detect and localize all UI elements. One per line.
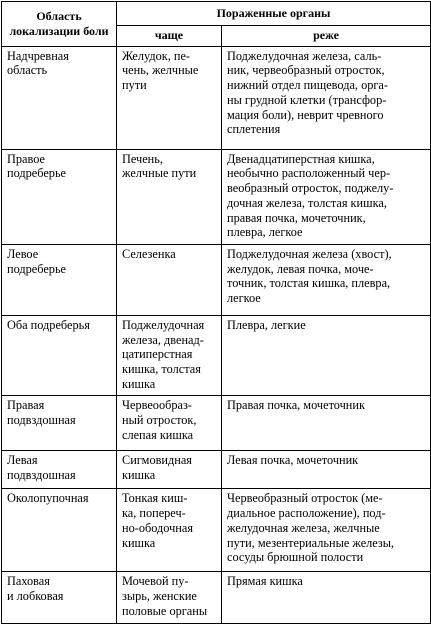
cell-often: Печень, желчные пути <box>117 149 222 244</box>
cell-often: Поджелудочная железа, двенад- цатиперстная кишка, толстая кишка <box>117 315 222 396</box>
header-organs: Пораженные органы <box>117 2 431 26</box>
header-area <box>2 2 117 47</box>
cell-rarely: Поджелудочная железа (хвост), желудок, левая почка, моче- точник, толстая кишка, плевра, легкое <box>222 244 431 315</box>
cell-often: Селезенка <box>117 244 222 315</box>
table-row <box>2 46 431 149</box>
cell-rarely: Плевра, легкие <box>222 315 431 396</box>
cell-often: Тонкая киш- ка, попереч- но-ободочная кишка <box>117 489 222 572</box>
table-row <box>2 572 431 624</box>
table-row <box>2 451 431 489</box>
cell-rarely: Прямая кишка <box>222 572 431 624</box>
header-less-often: реже <box>222 26 431 47</box>
cell-rarely: Левая почка, мочеточник <box>222 451 431 489</box>
cell-rarely: Поджелудочная железа, саль- ник, червеобразный отросток, нижний отдел пищевода, орга- ны грудной клетки (трансфор- мация боли), неврит чревного сплетения <box>222 46 431 149</box>
cell-often: Мочевой пу- зырь, женские половые органы <box>117 572 222 624</box>
cell-often: Сигмовидная кишка <box>117 451 222 489</box>
cell-often: Червеообраз- ный отросток, слепая кишка <box>117 396 222 451</box>
table-row <box>2 149 431 244</box>
table-row <box>2 489 431 572</box>
pain-localization-table <box>1 1 431 624</box>
header-area-text: Область локализации боли <box>9 9 109 38</box>
cell-area: Правое подреберье <box>2 149 117 244</box>
cell-rarely: Червеобразный отросток (ме- диальное расположение), под- желудочная железа, желчные пути, мезентериальные железы, сосуды брюшной полости <box>222 489 431 572</box>
cell-area: Оба подреберья <box>2 315 117 396</box>
cell-area: Правая подвздошная <box>2 396 117 451</box>
header-more-often: чаще <box>117 26 222 47</box>
cell-rarely: Двенадцатиперстная кишка, необычно расположенный чер- веобразный отросток, поджелу- дочная железа, толстая кишка, правая почка, мочеточник, плевра, легкое <box>222 149 431 244</box>
table-row <box>2 396 431 451</box>
cell-area: Околопупочная <box>2 489 117 572</box>
cell-area: Левая подвздошная <box>2 451 117 489</box>
cell-area: Левое подреберье <box>2 244 117 315</box>
table-row <box>2 244 431 315</box>
cell-often: Желудок, пе- чень, желчные пути <box>117 46 222 149</box>
cell-area: Надчревная область <box>2 46 117 149</box>
cell-area: Паховая и лобковая <box>2 572 117 624</box>
table-row <box>2 315 431 396</box>
cell-rarely: Правая почка, мочеточник <box>222 396 431 451</box>
